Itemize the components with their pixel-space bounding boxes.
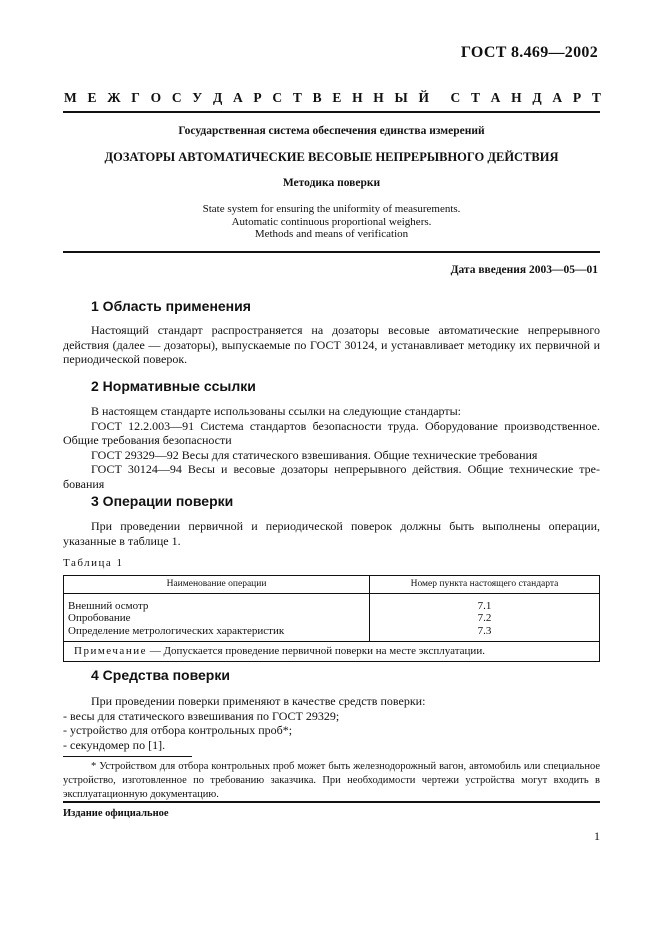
banner-letter: Г xyxy=(131,90,140,105)
operation-names xyxy=(64,593,370,642)
banner-letter: Р xyxy=(572,90,582,105)
title-rule xyxy=(63,251,600,253)
table-body xyxy=(64,593,600,642)
operation-name: Опробование xyxy=(68,612,131,624)
banner-letter: Т xyxy=(591,90,601,105)
note-text: — Допускается проведение первичной поверки на месте эксплуатации. xyxy=(146,645,485,657)
equipment-item: - устройство для отбора контрольных проб*; xyxy=(63,723,293,737)
reference-item: ГОСТ 29329—92 Весы для статического взвешивания. Общие технические требования xyxy=(91,447,538,462)
document-number: ГОСТ 8.469—2002 xyxy=(460,44,598,61)
equipment-item: - весы для статического взвешивания по ГОСТ 29329; xyxy=(63,708,340,723)
reference-item: ГОСТ 30124—94 Весы и весовые дозаторы непрерывного действия. Общие технические требования xyxy=(63,462,600,491)
banner-letter: А xyxy=(490,90,501,105)
banner-letter: Т xyxy=(292,90,302,105)
clause-number: 7.1 xyxy=(477,599,492,612)
operation-name: Определение метрологических характеристик xyxy=(68,624,285,637)
interstate-standard-banner xyxy=(64,90,601,106)
clause-numbers xyxy=(370,593,600,642)
banner-letter: Д xyxy=(212,90,223,105)
clause-number: 7.3 xyxy=(477,624,492,637)
section-4-heading: 4 Средства поверки xyxy=(91,667,230,683)
banner-letter: С xyxy=(171,90,182,105)
table-label: Таблица 1 xyxy=(63,557,124,569)
operations-table xyxy=(63,575,600,662)
section-4-intro: При проведении поверки применяют в качестве средств поверки: xyxy=(91,694,426,708)
banner-letter: Н xyxy=(352,90,363,105)
section-1-text: Настоящий стандарт распространяется на дозаторы весовые автоматические непрерывного действия (далее — дозаторы), выпускаемые по ГОСТ 30124, и устанавливает методику их первичной и периодической поверок. xyxy=(63,323,600,366)
clause-number: 7.2 xyxy=(477,612,492,624)
english-title-line: Automatic continuous proportional weighers. xyxy=(231,215,432,228)
banner-letter: Е xyxy=(332,90,342,105)
section-3-heading: 3 Операции поверки xyxy=(91,493,234,509)
banner-letter: С xyxy=(450,90,461,105)
bottom-rule xyxy=(63,801,600,803)
banner-letter: О xyxy=(150,90,162,105)
table-note xyxy=(64,642,600,662)
footnote-rule xyxy=(63,756,192,757)
section-2-heading: 2 Нормативные ссылки xyxy=(91,378,256,394)
effective-date: Дата введения 2003—05—01 xyxy=(450,264,598,276)
banner-letter: С xyxy=(272,90,283,105)
note-label: Примечание xyxy=(74,645,147,657)
section-4-body xyxy=(63,694,600,752)
table-header-operation: Наименование операции xyxy=(64,576,370,594)
table-header-clause: Номер пункта настоящего стандарта xyxy=(370,576,600,594)
footnote: * Устройством для отбора контрольных проб может быть железнодорожный вагон, автомобиль или специальное устройство, изготовленное по требованию заказчика. При необходимости чертежи устройства могут входить в эксплуатационную документацию. xyxy=(63,761,600,800)
banner-letter: Д xyxy=(532,90,542,105)
banner-letter: Т xyxy=(470,90,480,105)
document-title: ДОЗАТОРЫ АВТОМАТИЧЕСКИЕ ВЕСОВЫЕ НЕПРЕРЫВНОГО ДЕЙСТВИЯ xyxy=(104,150,559,164)
operation-name: Внешний осмотр xyxy=(68,599,149,612)
section-3-text: При проведении первичной и периодической поверок должны быть выполнены операции, указанные в таблице 1. xyxy=(63,519,600,548)
system-title: Государственная система обеспечения единства измерений xyxy=(178,125,485,137)
document-subtitle: Методика поверки xyxy=(282,177,381,189)
banner-letter: А xyxy=(552,90,563,105)
banner-letter: Н xyxy=(373,90,384,105)
banner-letter: Н xyxy=(511,90,522,105)
english-title xyxy=(63,203,600,241)
banner-letter: Ы xyxy=(394,90,408,105)
banner-letter: А xyxy=(232,90,243,105)
section-1-heading: 1 Область применения xyxy=(91,298,251,314)
banner-letter: Е xyxy=(87,90,97,105)
equipment-item: - секундомер по [1]. xyxy=(63,737,166,752)
edition-label: Издание официальное xyxy=(63,808,169,819)
banner-letter: В xyxy=(312,90,322,105)
section-2-body xyxy=(63,404,600,491)
banner-letter: Ж xyxy=(107,90,121,105)
banner-letter: У xyxy=(192,90,203,105)
top-rule xyxy=(63,111,600,113)
reference-item: ГОСТ 12.2.003—91 Система стандартов безопасности труда. Оборудование производственное. Общие требования безопасности xyxy=(63,418,600,447)
banner-letter: Й xyxy=(418,90,430,105)
page-number: 1 xyxy=(594,829,600,843)
english-title-line: State system for ensuring the uniformity of measurements. xyxy=(202,203,461,215)
banner-letter: М xyxy=(64,90,77,105)
section-2-intro: В настоящем стандарте использованы ссылки на следующие стандарты: xyxy=(91,404,462,418)
english-title-line: Methods and means of verification xyxy=(254,228,409,240)
banner-letter: Р xyxy=(253,90,262,105)
